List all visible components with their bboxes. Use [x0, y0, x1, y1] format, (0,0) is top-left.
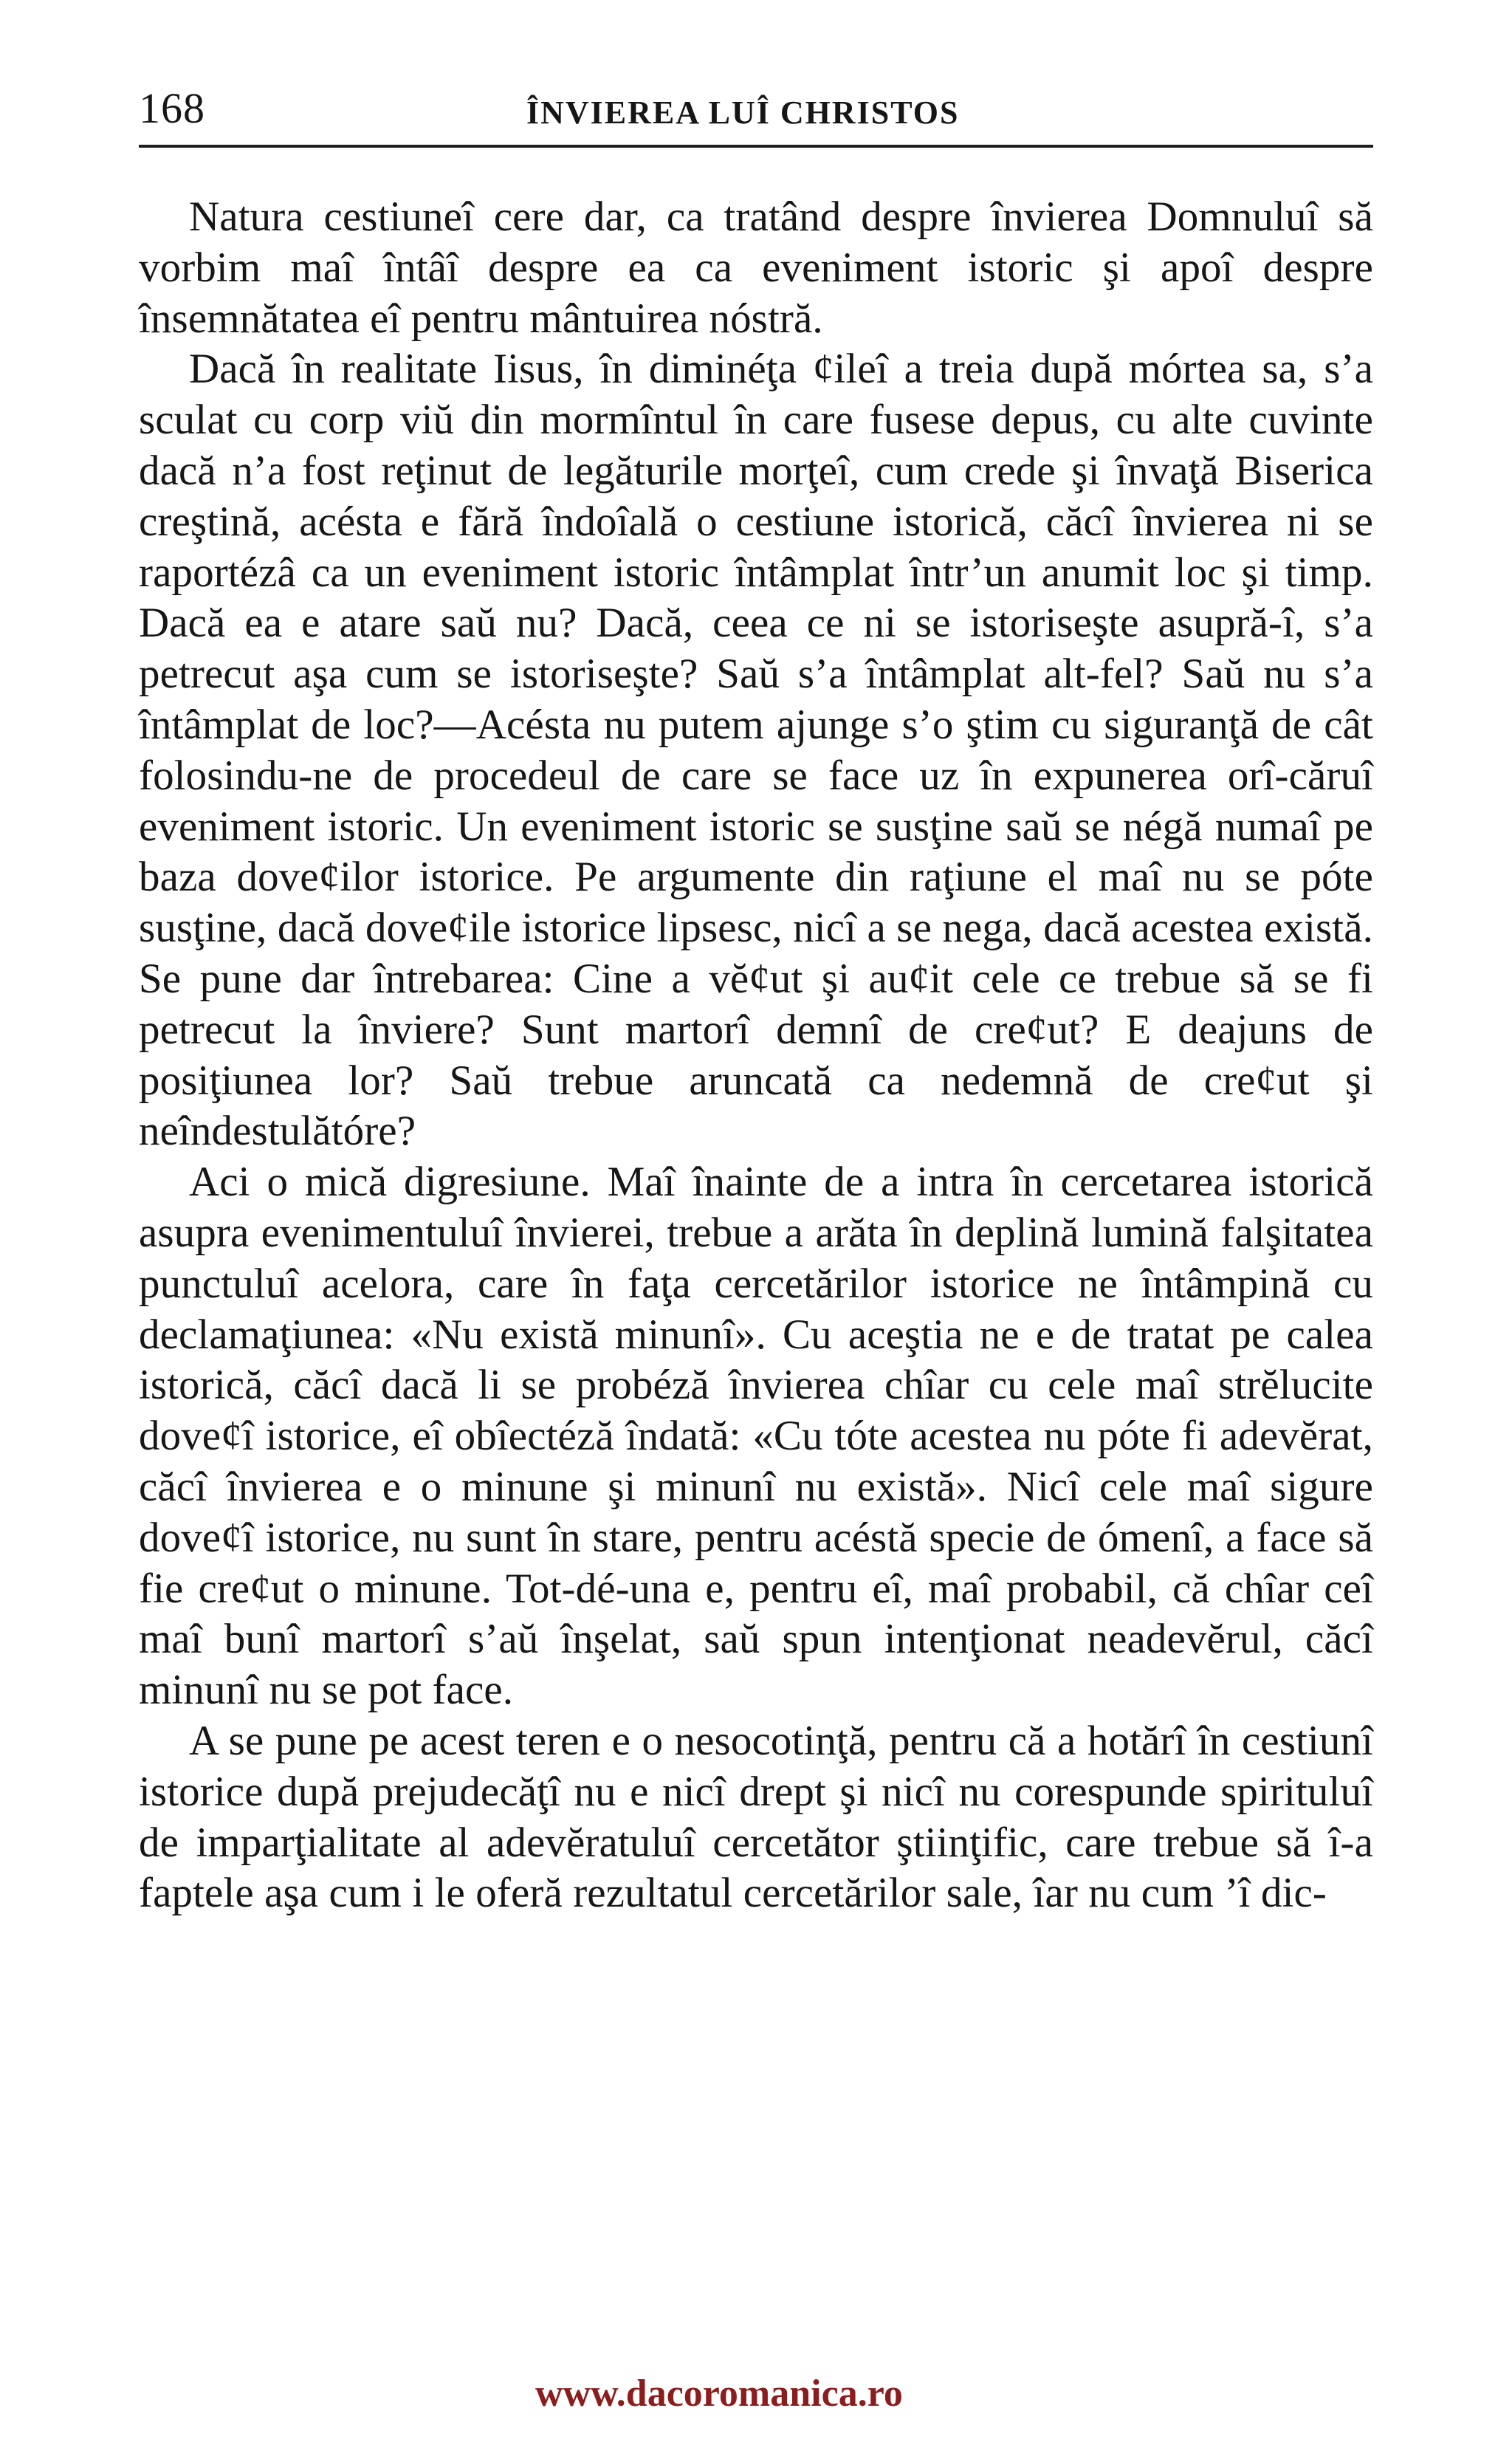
paragraph-1: Natura cestiuneî cere dar, ca tratând despre învierea Domnuluî să vorbim maî întâî despre ea ca eveniment istoric şi apoî despre însemnătatea eî pentru mântuirea nóstră.	[139, 193, 1373, 342]
footer-watermark-link[interactable]: www.dacoromanica.ro	[535, 2373, 903, 2415]
page-number: 168	[139, 84, 205, 132]
paragraph-3: Aci o mică digresiune. Maî înainte de a intra în cercetarea istorică asupra evenimentuluî învierei, trebue a arăta în deplină lumină falşitatea punctuluî acelora, care în faţa cercetărilor istorice ne întâmpină cu declamaţiunea: «Nu există minunî». Cu aceştia ne e de tratat pe calea istorică, căcî dacă li se probéză învierea chîar cu cele maî strĕlucite dove¢î istorice, eî obîectéză îndată: «Cu tóte acestea nu póte fi adevĕrat, căcî învierea e o minune şi minunî nu există». Nicî cele maî sigure dove¢î istorice, nu sunt în stare, pentru acéstă specie de ómenî, a face să fie cre¢ut o minune. Tot-dé-una e, pentru eî, maî probabil, că chîar ceî maî bunî martorî s’aŭ înşelat, saŭ spun intenţionat neadevĕrul, căcî minunî nu se pot face.	[139, 1159, 1373, 1714]
page-header	[139, 83, 1373, 139]
page-text	[139, 192, 1373, 1919]
running-title: ÎNVIEREA LUÎ CHRISTOS	[526, 95, 960, 131]
paragraph-4: A se pune pe acest teren e o nesocotinţă, pentru că a hotărî în cestiunî istorice după prejudecăţî nu e nicî drept şi nicî nu corespunde spirituluî de imparţialitate al adevĕratuluî cercetător ştiinţific, care trebue să î-a faptele aşa cum i le oferă rezultatul cercetărilor sale, îar nu cum ’î dic-	[139, 1717, 1373, 1917]
header-rule	[139, 145, 1373, 148]
paragraph-2: Dacă în realitate Iisus, în diminéţa ¢ileî a treia după mórtea sa, s’a sculat cu corp viŭ din mormîntul în care fusese depus, cu alte cuvinte dacă n’a fost reţinut de legăturile morţeî, cum crede şi învaţă Biserica creştină, acésta e fără îndoîală o cestiune istorică, căcî învierea ni se raportézâ ca un eveniment istoric întâmplat într’un anumit loc şi timp. Dacă ea e atare saŭ nu? Dacă, ceea ce ni se istoriseşte asupră-î, s’a petrecut aşa cum se istoriseşte? Saŭ s’a întâmplat alt-fel? Saŭ nu s’a întâmplat de loc?—Acésta nu putem ajunge s’o ştim cu siguranţă de cât folosindu-ne de procedeul de care se face uz în expunerea orî-căruî eveniment istoric. Un eveniment istoric se susţine saŭ se négă numaî pe baza dove¢ilor istorice. Pe argumente din raţiune el maî nu se póte susţine, dacă dove¢ile istorice lipsesc, nicî a se nega, dacă acestea există. Se pune dar întrebarea: Cine a vĕ¢ut şi au¢it cele ce trebue să se fi petrecut la înviere? Sunt martorî demnî de cre¢ut? E deajuns de posiţiunea lor? Saŭ trebue aruncată ca nedemnă de cre¢ut şi neîndestulătóre?	[139, 346, 1373, 1155]
